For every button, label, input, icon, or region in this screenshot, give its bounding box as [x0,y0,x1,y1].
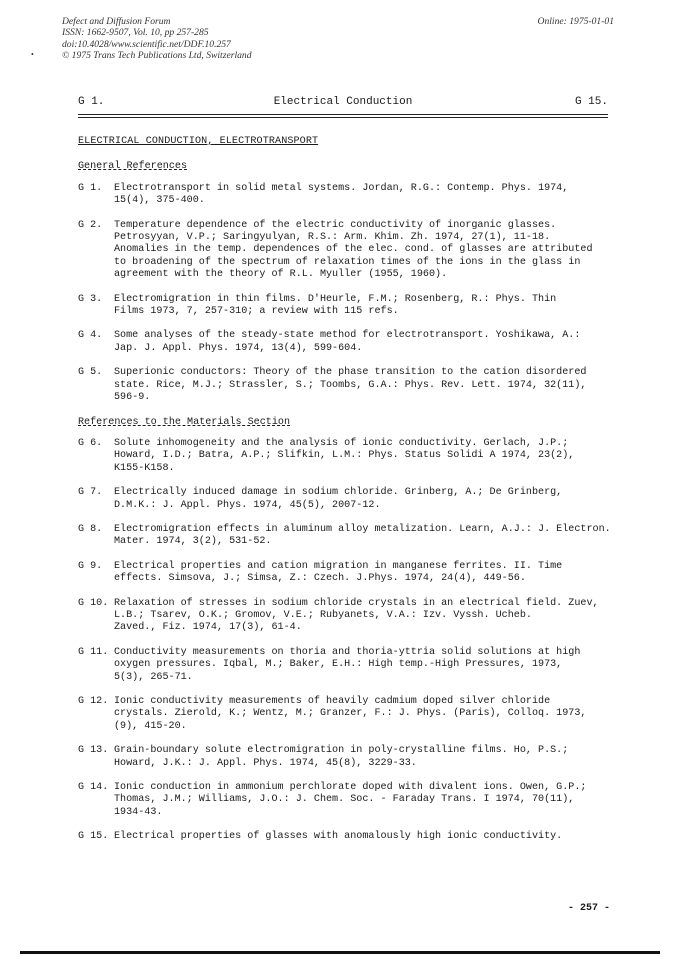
reference-entry [78,330,623,355]
reference-number: G 6. [78,437,103,449]
reference-number: G 12. [78,696,109,707]
reference-entry [78,487,623,512]
reference-text: Temperature dependence of the electric conductivity of inorganic glasses. Petrosyyan, V.P.; Saringyulyan, R.S.: Arm. Khim. Zh. 1974, 27(1), 11-18. Anomalies in the temp. dependences of the elec. cond. of glasses are attributed to broadening of the spectrum of relaxation times of the ions in the glass in agreement with the theory of R.L. Myuller (1955, 1960). [114,219,593,281]
reference-number: G 10. [78,597,109,609]
reference-text: Ionic conduction in ammonium perchlorate doped with divalent ions. Owen, G.P.; Thomas, J.M.; Williams, J.O.: J. Chem. Soc. - Faraday Trans. I 1974, 70(11), 1934-43. [114,782,587,818]
reference-text: Electrotransport in solid metal systems. Jordan, R.G.: Contemp. Phys. 1974, 15(4), 375-400. [114,182,569,207]
bullet-mark: • [31,50,34,59]
reference-text: Relaxation of stresses in sodium chloride crystals in an electrical field. Zuev, L.B.; Tsarev, O.K.; Gromov, V.E.; Rubyanets, V.A.: Izv. Vyssh. Ucheb. Zaved., Fiz. 1974, 17(3), 61-4. [114,597,599,634]
reference-entry [78,524,623,549]
header-rule [78,114,608,115]
reference-number: G 15. [78,831,109,843]
reference-entry [78,183,623,208]
reference-number: G 8. [78,523,103,535]
header-title: Electrical Conduction [273,96,413,108]
reference-entry [78,220,623,282]
reference-entry [78,294,623,319]
reference-text: Electromigration in thin films. D'Heurle, F.M.; Rosenberg, R.: Phys. Thin Films 1973, 7, 257-310; a review with 115 refs. [114,293,557,318]
reference-entry [78,745,623,770]
reference-text: Ionic conductivity measurements of heavily cadmium doped silver chloride crystals. Zierold, K.; Wentz, M.; Granzer, F.: J. Phys. (Paris), Colloq. 1973, (9), 415-20. [114,696,587,732]
reference-text: Superionic conductors: Theory of the phase transition to the cation disordered state. Rice, M.J.; Strassler, S.; Toombs, G.A.: Phys. Rev. Lett. 1974, 32(11), 596-9. [114,367,587,404]
reference-entry [78,647,623,684]
reference-entry [78,782,623,819]
reference-text: Electrical properties and cation migration in manganese ferrites. II. Time effects. Simsova, J.; Simsa, Z.: Czech. J.Phys. 1974, 24(4), 449-56. [114,560,563,585]
reference-number: G 9. [78,560,103,572]
header-first-ref: G 1. [78,96,105,108]
reference-text: Electrical properties of glasses with anomalously high ionic conductivity. [114,831,563,843]
reference-entry [78,831,623,843]
reference-number: G 14. [78,782,109,794]
bottom-border [20,951,660,954]
reference-text: Grain-boundary solute electromigration in poly-crystalline films. Ho, P.S.; Howard, J.K.: J. Appl. Phys. 1974, 45(8), 3229-33. [114,745,569,769]
reference-entry [78,561,623,586]
reference-text: Some analyses of the steady-state method for electrotransport. Yoshikawa, A.: Jap. J. Appl. Phys. 1974, 13(4), 599-604. [114,330,581,354]
doi-line: doi:10.4028/www.scientific.net/DDF.10.257 [62,38,231,50]
header-rule-secondary [78,117,608,118]
copyright-line: © 1975 Trans Tech Publications Ltd, Switzerland [62,49,252,61]
publication-meta [31,16,622,61]
page-number: - 257 - [567,903,610,914]
reference-number: G 11. [78,646,109,658]
issn-line: ISSN: 1662-9507, Vol. 10, pp 257-285 [62,27,209,39]
reference-text: Electromigration effects in aluminum alloy metalization. Learn, A.J.: J. Electron. Mater. 1974, 3(2), 531-52. [114,523,611,548]
online-date: Online: 1975-01-01 [537,16,614,27]
reference-number: G 5. [78,367,103,379]
reference-text: Electrically induced damage in sodium chloride. Grinberg, A.; De Grinberg, D.M.K.: J. Appl. Phys. 1974, 45(5), 2007-12. [114,487,563,511]
reference-text: Solute inhomogeneity and the analysis of ionic conductivity. Gerlach, J.P.; Howard, I.D.; Batra, A.P.; Slifkin, L.M.: Phys. Status Solidi A 1974, 23(2), K155-K158. [114,437,575,474]
reference-entry [78,598,623,635]
journal-name: Defect and Diffusion Forum [62,16,171,27]
reference-number: G 7. [78,487,103,499]
reference-number: G 4. [78,330,103,342]
section-heading: References to the Materials Section [78,416,291,428]
document-body [78,136,623,856]
reference-number: G 2. [78,219,103,231]
reference-text: Conductivity measurements on thoria and thoria-yttria solid solutions at high oxygen pressures. Iqbal, M.; Baker, E.H.: High temp.-High Pressures, 1973, 5(3), 265-71. [114,646,581,683]
reference-entry [78,438,623,475]
reference-number: G 1. [78,182,103,194]
reference-entry [78,696,623,733]
reference-number: G 13. [78,745,109,757]
section-heading: General References [78,161,188,173]
reference-number: G 3. [78,293,103,305]
header-last-ref: G 15. [574,96,608,108]
page-title: ELECTRICAL CONDUCTION, ELECTROTRANSPORT [78,136,319,147]
reference-entry [78,367,623,404]
